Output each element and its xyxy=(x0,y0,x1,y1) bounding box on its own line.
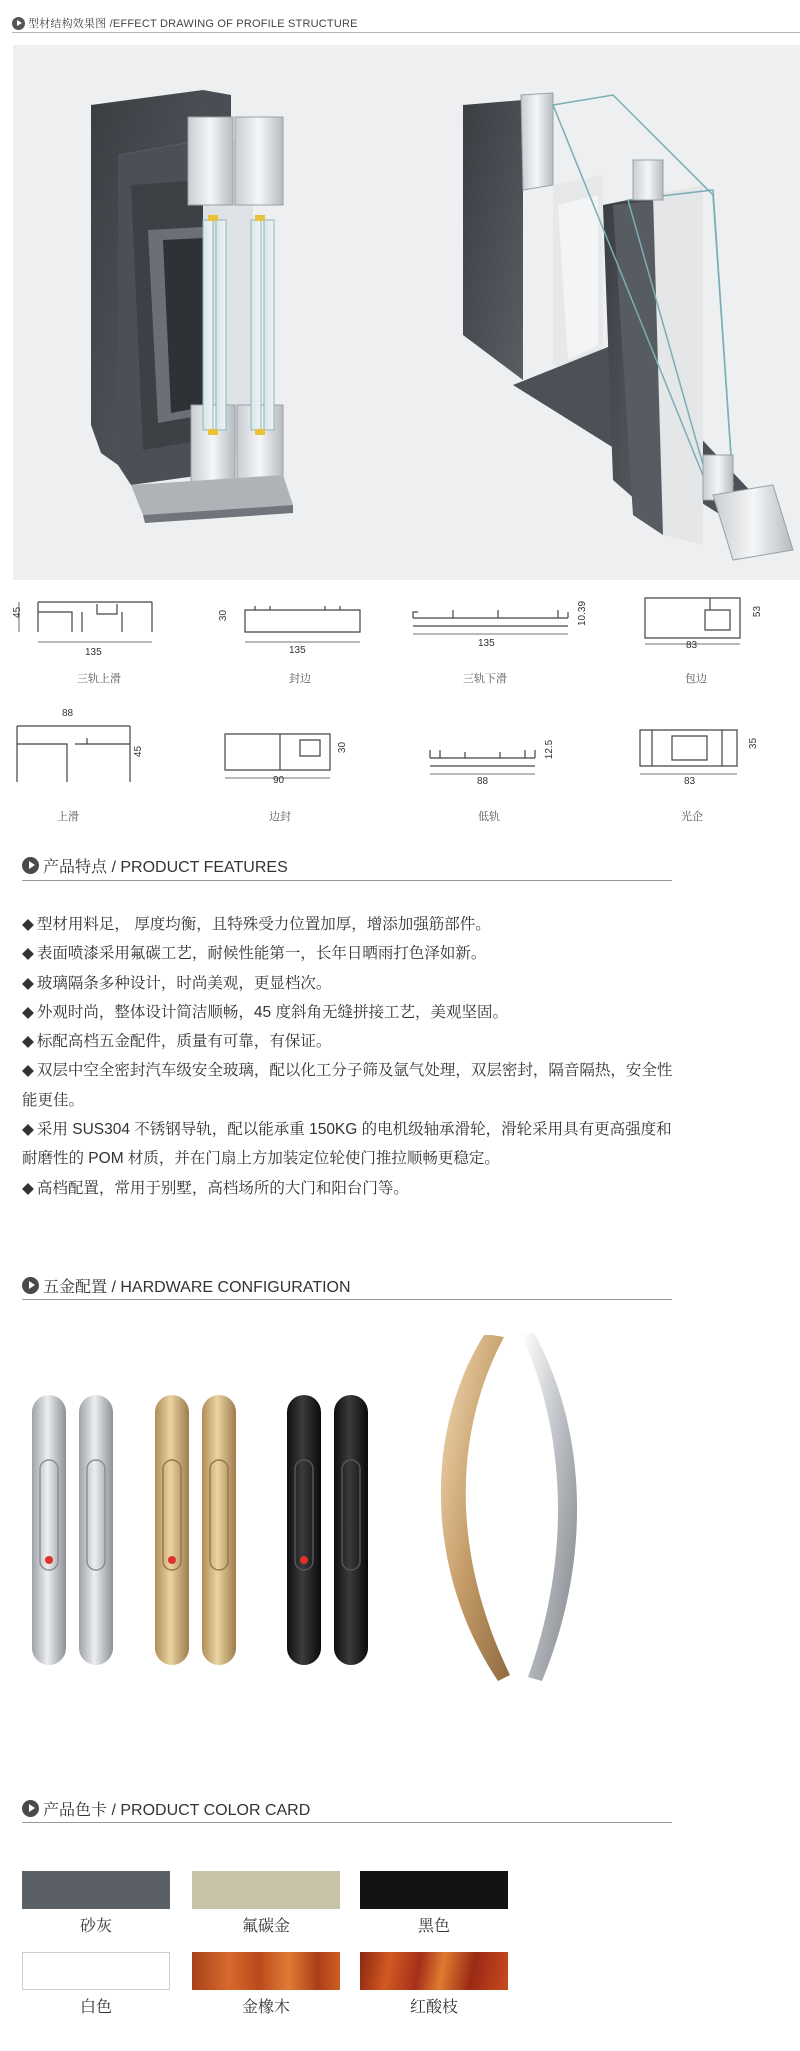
divider xyxy=(12,32,800,33)
structure-header xyxy=(12,12,800,34)
dim-height: 45 xyxy=(12,606,24,619)
dim-height: 10.39 xyxy=(577,600,589,627)
dim-width: 135 xyxy=(478,638,495,649)
divider xyxy=(22,1299,672,1300)
divider xyxy=(22,880,672,881)
color-label: 砂灰 xyxy=(79,1918,112,1935)
profile-drawing-low-rail xyxy=(425,738,545,778)
play-circle-icon xyxy=(12,17,25,30)
profile-drawing-interlock xyxy=(632,718,762,778)
color-swatch-fluorocarbon-gold xyxy=(192,1871,340,1909)
color-label: 红酸枝 xyxy=(409,1999,458,2016)
dim-width: 135 xyxy=(85,647,102,658)
dim-width: 90 xyxy=(273,775,285,786)
color-label: 黑色 xyxy=(417,1918,450,1935)
dim-width: 135 xyxy=(289,645,306,656)
hardware-title: 五金配置 / HARDWARE CONFIGURATION xyxy=(43,1278,351,1296)
color-swatch-white xyxy=(22,1952,170,1990)
divider xyxy=(22,1822,672,1823)
dim-height: 30 xyxy=(337,741,349,754)
profile-name: 边封 xyxy=(269,811,291,823)
dim-width: 88 xyxy=(477,776,489,787)
color-swatch-black xyxy=(360,1871,508,1909)
profile-drawing-edge-seal xyxy=(230,600,370,650)
dim-height: 30 xyxy=(218,609,230,622)
list-item: ◆ 表面喷漆采用氟碳工艺，耐候性能第一，长年日晒雨打色泽如新。 xyxy=(22,945,487,963)
features-title: 产品特点 / PRODUCT FEATURES xyxy=(43,858,288,876)
dim-height: 35 xyxy=(748,737,760,750)
colors-header xyxy=(22,1795,672,1821)
profile-drawing-top-slide xyxy=(12,718,145,788)
list-item: ◆ 高档配置，常用于别墅，高档场所的大门和阳台门等。 xyxy=(22,1179,409,1197)
features-header xyxy=(22,852,672,878)
color-swatch-rosewood xyxy=(360,1952,508,1990)
profile-drawing-three-track-bottom xyxy=(408,600,578,640)
profile-name: 低轨 xyxy=(478,811,500,823)
play-circle-icon xyxy=(22,1277,39,1294)
color-swatch-golden-oak xyxy=(192,1952,340,1990)
color-label: 白色 xyxy=(79,1999,112,2016)
dim-height: 53 xyxy=(752,605,764,618)
list-item: ◆ 玻璃隔条多种设计，时尚美观，更显档次。 xyxy=(22,974,332,992)
dim-width: 88 xyxy=(62,708,74,719)
color-label: 氟碳金 xyxy=(241,1918,290,1935)
play-circle-icon xyxy=(22,1800,39,1817)
color-label: 金橡木 xyxy=(241,1999,290,2016)
color-swatch-sand-grey xyxy=(22,1871,170,1909)
profile-name: 三轨下滑 xyxy=(463,673,507,685)
profile-name: 光企 xyxy=(681,811,703,823)
profile-name: 上滑 xyxy=(57,811,79,823)
dim-height: 12.5 xyxy=(544,739,556,760)
list-item: ◆ 采用 SUS304 不锈钢导轨，配以能承重 150KG 的电机级轴承滑轮，滑轮采用具有更高强度和耐磨性的 POM 材质，并在门扇上方加装定位轮使门推拉顺畅更稳定。 xyxy=(22,1121,672,1168)
dim-width: 83 xyxy=(686,640,698,651)
structure-title: 型材结构效果图 /EFFECT DRAWING OF PROFILE STRUCTURE xyxy=(28,18,358,30)
list-item: ◆ 双层中空全密封汽车级安全玻璃，配以化工分子筛及氩气处理，双层密封，隔音隔热，安全性能更佳。 xyxy=(22,1062,673,1109)
hardware-images xyxy=(22,1325,662,1700)
colors-title: 产品色卡 / PRODUCT COLOR CARD xyxy=(43,1801,311,1819)
profile-drawing-three-track-top xyxy=(12,592,162,652)
play-circle-icon xyxy=(22,857,39,874)
list-item: ◆ 标配高档五金配件，质量有可靠，有保证。 xyxy=(22,1033,332,1051)
profile-structure-render xyxy=(13,45,800,580)
dim-width: 83 xyxy=(684,776,696,787)
hardware-header xyxy=(22,1272,672,1298)
features-list xyxy=(22,910,677,1203)
list-item: ◆ 型材用料足， 厚度均衡，且特殊受力位置加厚，增添加强筋部件。 xyxy=(22,916,491,933)
profile-name: 封边 xyxy=(289,673,311,685)
profile-name: 包边 xyxy=(685,673,707,685)
list-item: ◆ 外观时尚，整体设计简洁顺畅，45 度斜角无缝拼接工艺，美观坚固。 xyxy=(22,1003,508,1021)
dim-height: 45 xyxy=(133,745,145,758)
profile-name: 三轨上滑 xyxy=(77,673,121,685)
profile-drawing-cladding xyxy=(640,590,770,650)
